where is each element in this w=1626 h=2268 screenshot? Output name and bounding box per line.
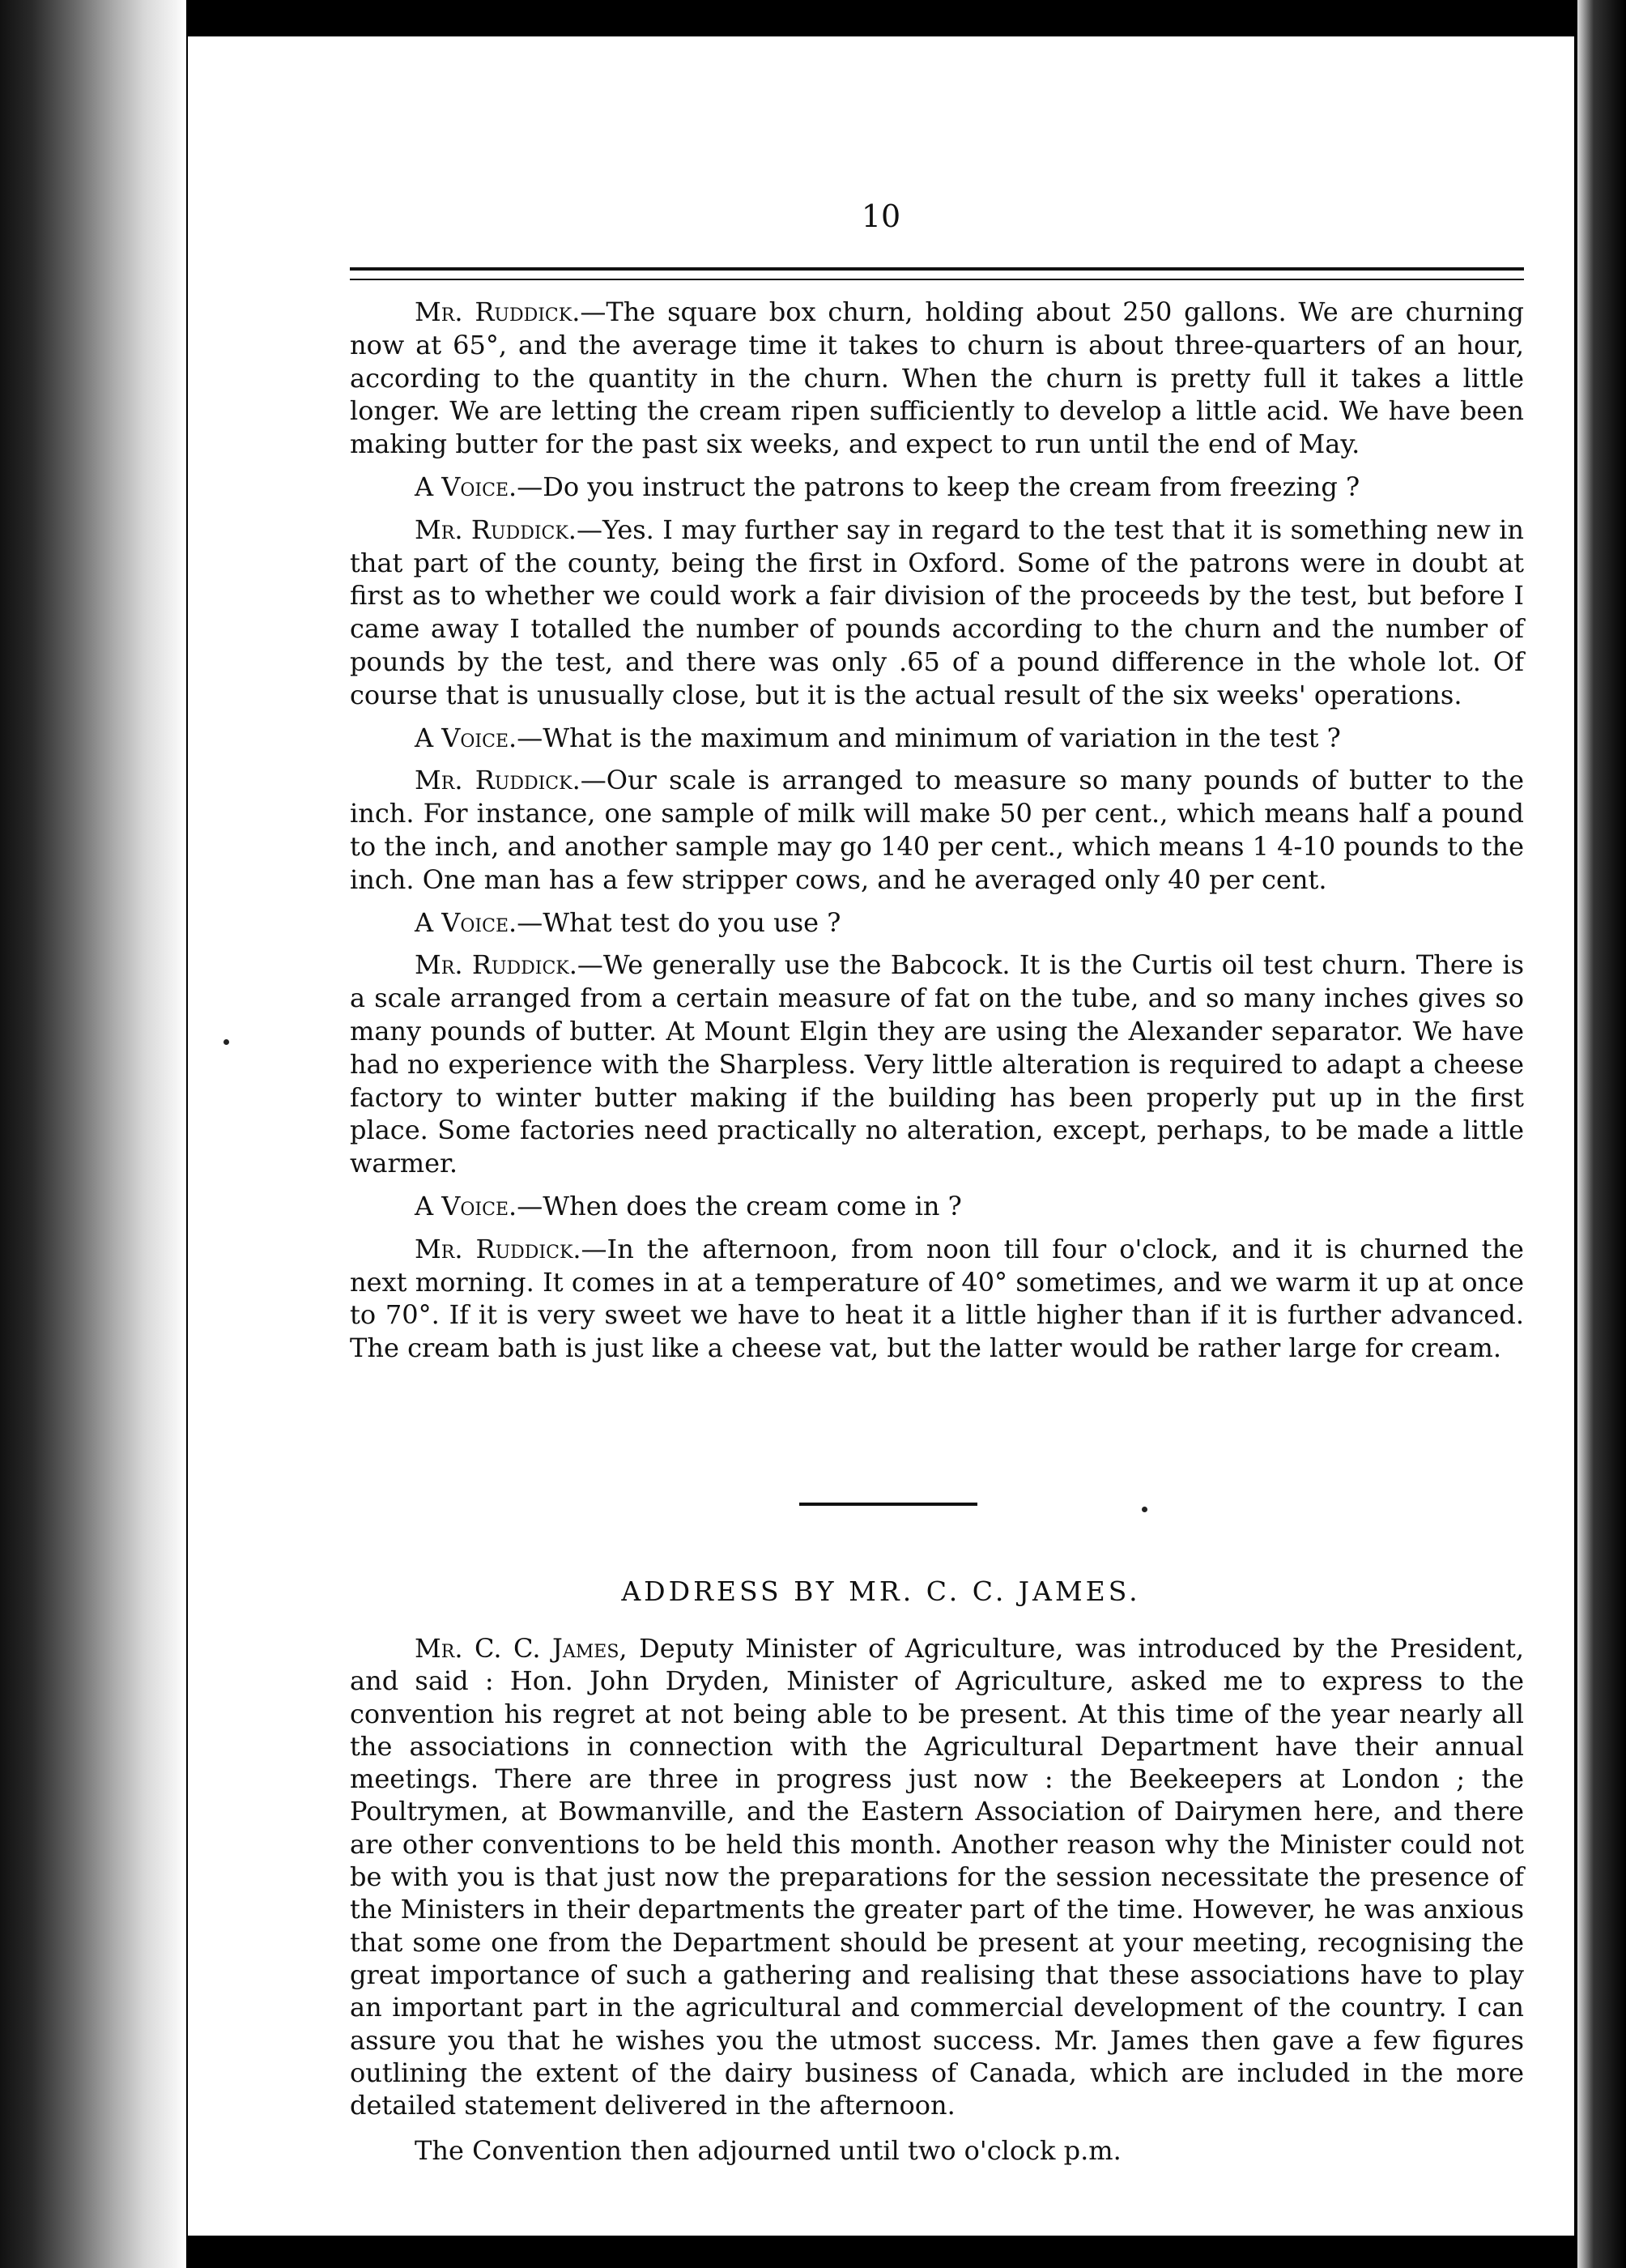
speech: —When does the cream come in ? (517, 1190, 962, 1221)
dialogue-section (350, 296, 1524, 1365)
speaker: A Voice. (415, 1190, 517, 1221)
speech: —Yes. I may further say in regard to the test that it is something new in that part of the county, being the first in Oxford. Some of the patrons were in doubt at first as to whether we could work a fair division of the proceeds by the test, but before I came away I totalled the number of pounds according to the churn and the number of pounds by the test, and there was only .65 of a pound difference in the whole lot. Of course that is unusually close, but it is the actual result of the six weeks' operations. (350, 514, 1525, 710)
section-heading: ADDRESS BY MR. C. C. JAMES. (621, 1575, 1141, 1607)
address-section (350, 1632, 1524, 2168)
speaker: A Voice. (415, 722, 517, 753)
speaker: Mr. Ruddick. (415, 949, 577, 981)
ink-speck (1142, 1507, 1147, 1512)
speaker: Mr. Ruddick. (415, 765, 581, 796)
speech: —We generally use the Babcock. It is the Curtis oil test churn. There is a scale arranged from a certain measure of fat on the tube, and so many inches gives so many pounds of butter. At Mount Elgin they are using the Alexander separator. We have had no experience with the Sharpless. Very little alteration is required to adapt a cheese factory to winter butter making if the building has been properly put up in the first place. Some factories need practically no alteration, except, perhaps, to be made a little warmer. (350, 949, 1525, 1179)
paragraph (350, 471, 1524, 504)
scan-right-edge (1577, 0, 1626, 2268)
speech: —What is the maximum and minimum of variation in the test ? (517, 722, 1341, 753)
paragraph (350, 1233, 1524, 1365)
paragraph (350, 906, 1524, 940)
closing-paragraph: The Convention then adjourned until two o'clock p.m. (415, 2135, 1122, 2167)
ink-speck (223, 1039, 229, 1045)
speaker: Mr. Ruddick. (415, 296, 581, 327)
speech: —What test do you use ? (517, 906, 841, 938)
paragraph (350, 1632, 1524, 2121)
speaker: A Voice. (415, 471, 517, 502)
document-page (188, 36, 1574, 2236)
section-divider (799, 1503, 977, 1506)
page-number: 10 (861, 198, 901, 234)
speech: Deputy Minister of Agriculture, was introduced by the President, and said : Hon. John Dryden, Minister of Agriculture, asked me to express to the convention his regret at not being able to be present. At this time of the year nearly all the associations in connection with the Agricultural Department have their annual meetings. There are three in progress just now : the Beekeepers at London ; the Poultrymen, at Bowmanville, and the Eastern Association of Dairymen here, and there are other conventions to be held this month. Another reason why the Minister could not be with you is that just now the preparations for the session necessitate the presence of the Ministers in their departments the greater part of the time. However, he was anxious that some one from the Department should be present at your meeting, recognising the great importance of such a gathering and realising that these associations have to play an important part in the agricultural and commercial development of the country. I can assure you that he wishes you the utmost success. Mr. James then gave a few figures outlining the extent of the dairy business of Canada, which are included in the more detailed statement delivered in the afternoon. (350, 1633, 1525, 2121)
header-double-rule (350, 267, 1524, 280)
paragraph (350, 514, 1524, 712)
book-binding-edge (0, 0, 186, 2268)
speaker: Mr. Ruddick. (415, 1233, 581, 1264)
paragraph (350, 296, 1524, 461)
speech: —Do you instruct the patrons to keep the cream from freezing ? (517, 471, 1360, 502)
speech: —The square box churn, holding about 250 gallons. We are churning now at 65°, and the average time it takes to churn is about three-quarters of an hour, according to the quantity in the churn. When the churn is pretty full it takes a little longer. We are letting the cream ripen sufficiently to develop a little acid. We have been making butter for the past six weeks, and expect to run until the end of May. (350, 296, 1525, 460)
speech: —In the afternoon, from noon till four o'clock, and it is churned the next morning. It comes in at a temperature of 40° sometimes, and we warm it up at once to 70°. If it is very sweet we have to heat it a little higher than if it is further advanced. The cream bath is just like a cheese vat, but the latter would be rather large for cream. (350, 1233, 1524, 1364)
speaker: Mr. Ruddick. (415, 514, 577, 545)
paragraph (350, 764, 1524, 896)
speaker: Mr. C. C. James, (415, 1633, 628, 1664)
paragraph (350, 1190, 1524, 1223)
paragraph (350, 949, 1524, 1180)
paragraph (350, 722, 1524, 755)
speech: —Our scale is arranged to measure so many pounds of butter to the inch. For instance, one sample of milk will make 50 per cent., which means half a pound to the inch, and another sample may go 140 per cent., which means 1 4-10 pounds to the inch. One man has a few stripper cows, and he averaged only 40 per cent. (350, 765, 1525, 895)
speaker: A Voice. (415, 906, 517, 938)
